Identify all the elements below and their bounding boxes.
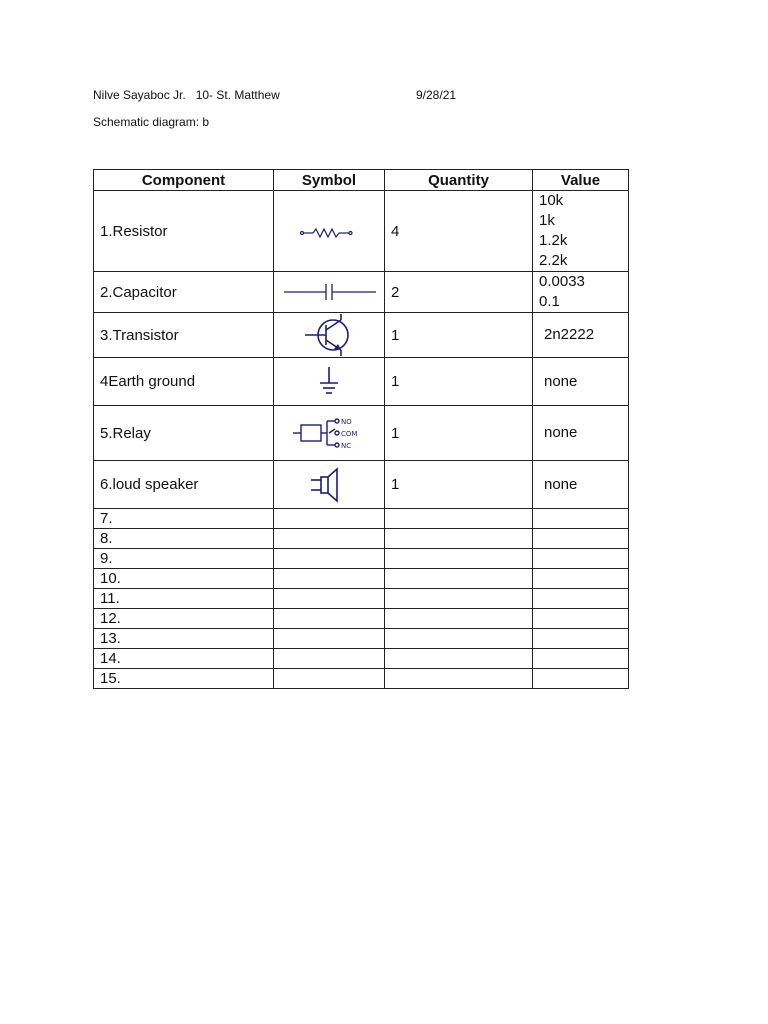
empty-cell bbox=[385, 529, 533, 549]
table-row bbox=[94, 406, 629, 461]
empty-cell bbox=[385, 569, 533, 589]
value-cell bbox=[533, 461, 629, 509]
empty-cell bbox=[385, 549, 533, 569]
empty-cell bbox=[385, 589, 533, 609]
table-row-empty bbox=[94, 589, 629, 609]
quantity-cell: 1 bbox=[385, 406, 533, 461]
value-line: none bbox=[544, 372, 578, 390]
table-row-empty bbox=[94, 569, 629, 589]
column-header-quantity: Quantity bbox=[385, 170, 533, 191]
row-number: 12. bbox=[94, 609, 274, 629]
symbol-cell bbox=[274, 272, 385, 313]
empty-cell bbox=[533, 589, 629, 609]
row-number: 11. bbox=[94, 589, 274, 609]
table-row-empty bbox=[94, 549, 629, 569]
value-line: 2.2k bbox=[539, 252, 568, 269]
value-line: none bbox=[544, 424, 578, 441]
value-cell bbox=[533, 406, 629, 461]
row-number: 9. bbox=[94, 549, 274, 569]
symbol-cell bbox=[274, 313, 385, 358]
value-line: 2n2222 bbox=[544, 326, 595, 343]
empty-cell bbox=[385, 669, 533, 689]
empty-cell bbox=[385, 609, 533, 629]
empty-cell bbox=[533, 629, 629, 649]
empty-cell bbox=[385, 509, 533, 529]
value-cell bbox=[533, 313, 629, 358]
row-number: 15. bbox=[94, 669, 274, 689]
value-cell bbox=[533, 191, 629, 272]
document-header bbox=[93, 88, 653, 106]
table-row bbox=[94, 358, 629, 406]
resistor-icon bbox=[299, 223, 359, 239]
empty-cell bbox=[274, 529, 385, 549]
value-cell bbox=[533, 272, 629, 313]
table-row bbox=[94, 272, 629, 313]
document-date: 9/28/21 bbox=[416, 88, 457, 102]
empty-cell bbox=[274, 569, 385, 589]
components-table bbox=[93, 169, 629, 689]
table-row bbox=[94, 461, 629, 509]
table-row-empty bbox=[94, 629, 629, 649]
empty-cell bbox=[533, 569, 629, 589]
relay-label-no: NO bbox=[341, 418, 352, 426]
relay-label-nc: NC bbox=[341, 442, 352, 450]
empty-cell bbox=[274, 589, 385, 609]
row-number: 7. bbox=[94, 509, 274, 529]
empty-cell bbox=[274, 549, 385, 569]
quantity-cell: 1 bbox=[385, 358, 533, 406]
column-header-component: Component bbox=[94, 170, 274, 191]
component-name: 1.Resistor bbox=[94, 191, 274, 272]
symbol-cell bbox=[274, 406, 385, 461]
value-line: none bbox=[544, 475, 578, 493]
component-name: 3.Transistor bbox=[94, 313, 274, 358]
component-name: 2.Capacitor bbox=[94, 272, 274, 313]
empty-cell bbox=[533, 509, 629, 529]
quantity-cell: 1 bbox=[385, 461, 533, 509]
value-line: 10k bbox=[539, 192, 564, 209]
quantity-cell: 2 bbox=[385, 272, 533, 313]
symbol-cell bbox=[274, 461, 385, 509]
value-line: 1k bbox=[539, 212, 555, 229]
value-line: 0.1 bbox=[539, 293, 560, 310]
component-name: 5.Relay bbox=[94, 406, 274, 461]
table-row bbox=[94, 313, 629, 358]
row-number: 13. bbox=[94, 629, 274, 649]
table-row-empty bbox=[94, 509, 629, 529]
row-number: 10. bbox=[94, 569, 274, 589]
earth-ground-icon bbox=[314, 365, 344, 399]
value-cell bbox=[533, 358, 629, 406]
symbol-cell bbox=[274, 358, 385, 406]
table-row-empty bbox=[94, 529, 629, 549]
column-header-value: Value bbox=[533, 170, 629, 191]
empty-cell bbox=[533, 549, 629, 569]
transistor-icon bbox=[301, 314, 357, 356]
empty-cell bbox=[274, 669, 385, 689]
relay-icon bbox=[289, 415, 369, 451]
quantity-cell: 1 bbox=[385, 313, 533, 358]
empty-cell bbox=[274, 649, 385, 669]
value-line: 1.2k bbox=[539, 232, 568, 249]
empty-cell bbox=[533, 669, 629, 689]
quantity-cell: 4 bbox=[385, 191, 533, 272]
table-row-empty bbox=[94, 609, 629, 629]
table-header-row bbox=[94, 170, 629, 191]
table-row-empty bbox=[94, 649, 629, 669]
loudspeaker-icon bbox=[309, 465, 349, 505]
student-name-section: Nilve Sayaboc Jr. 10- St. Matthew bbox=[93, 88, 280, 102]
component-name: 6.loud speaker bbox=[94, 461, 274, 509]
row-number: 8. bbox=[94, 529, 274, 549]
symbol-cell bbox=[274, 191, 385, 272]
empty-cell bbox=[274, 629, 385, 649]
empty-cell bbox=[274, 609, 385, 629]
row-number: 14. bbox=[94, 649, 274, 669]
column-header-symbol: Symbol bbox=[274, 170, 385, 191]
empty-cell bbox=[385, 649, 533, 669]
table-row bbox=[94, 191, 629, 272]
empty-cell bbox=[274, 509, 385, 529]
table-row-empty bbox=[94, 669, 629, 689]
empty-cell bbox=[533, 649, 629, 669]
value-line: 0.0033 bbox=[539, 273, 585, 290]
capacitor-icon bbox=[280, 280, 380, 304]
empty-cell bbox=[533, 609, 629, 629]
relay-label-com: COM bbox=[341, 430, 358, 438]
empty-cell bbox=[385, 629, 533, 649]
component-name: 4Earth ground bbox=[94, 358, 274, 406]
empty-cell bbox=[533, 529, 629, 549]
document-subtitle: Schematic diagram: b bbox=[93, 115, 210, 129]
